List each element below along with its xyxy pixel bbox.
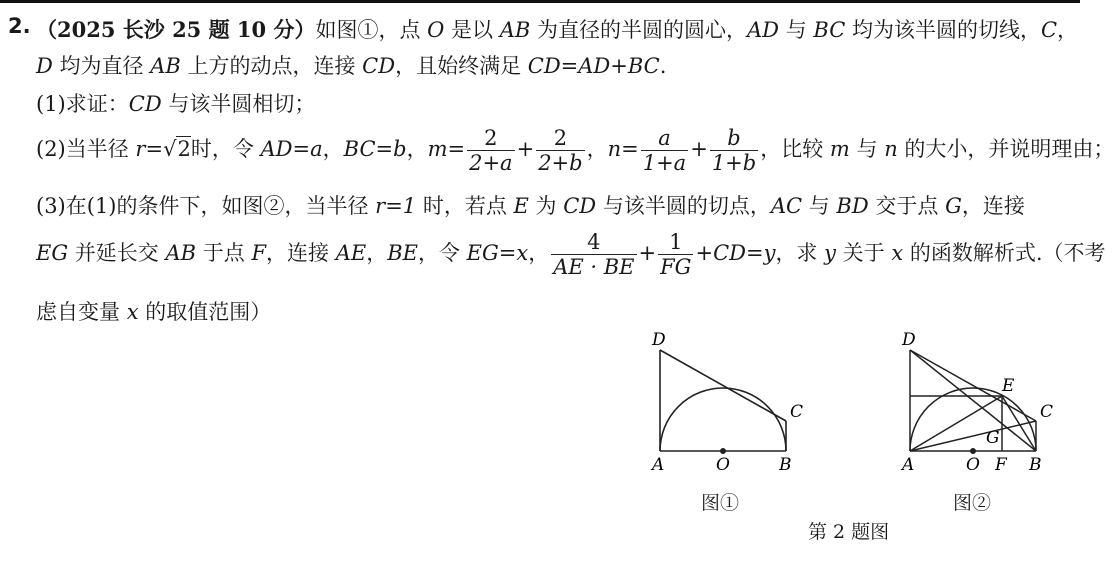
part-3-text: ，令 (417, 241, 467, 266)
point-d: D (36, 54, 53, 78)
stem-text: 均为该半圆的切线， (845, 18, 1041, 42)
part-3-text: 为 (528, 194, 564, 218)
segment-bd: BD (836, 194, 869, 218)
point-o: O (427, 18, 445, 42)
variable-n: n (884, 137, 898, 162)
part-3-text: ，连接 (961, 194, 1025, 218)
part-3-text: 关于 (836, 241, 892, 266)
fraction-2-over-2b (536, 126, 584, 175)
condition-equation: CD=AD+BC (527, 54, 660, 78)
segment-ab: AB (499, 18, 531, 42)
point-e: E (513, 194, 529, 218)
fig1-segment-dc (660, 350, 786, 421)
fraction-denominator: 1+b (711, 151, 757, 176)
sqrt-radicand: 2 (177, 137, 191, 162)
part-1-prefix: (1)求证： (36, 92, 129, 116)
radius-expression: r=1 (375, 194, 417, 218)
variable-y: y (824, 241, 836, 266)
part-1 (36, 88, 315, 118)
fraction-denominator: 2+b (538, 151, 583, 176)
part-3-text: 的取值范围） (138, 300, 272, 324)
variable-x: x (891, 241, 904, 266)
fig1-label-d: D (652, 330, 666, 350)
eg-equals-x: EG=x (466, 241, 529, 266)
fraction-numerator: 1 (658, 230, 693, 255)
segment-eg: EG (36, 241, 69, 266)
fig2-label-f: F (995, 455, 1007, 475)
question-stem-line-2 (36, 50, 666, 80)
part-3-text: 并延长交 (68, 241, 166, 266)
part-2-text: ，比较 (760, 137, 830, 162)
ad-equals-a: AD=a (260, 137, 323, 162)
part-3-text: 虑自变量 (36, 300, 127, 324)
fraction-a-over-1a (641, 126, 688, 175)
radius-expression: r= (135, 137, 164, 162)
part-1-text: 与该半圆相切； (161, 92, 316, 116)
fig2-segment-be (1002, 396, 1036, 451)
fraction-numerator: 2 (536, 126, 584, 151)
stem-text: 是以 (444, 18, 500, 42)
segment-ac: AC (770, 194, 803, 218)
n-equals: n= (607, 137, 639, 162)
fig2-label-e: E (1002, 376, 1015, 396)
fraction-denominator: 2+a (469, 151, 513, 176)
fig1-label-o: O (716, 455, 730, 475)
fraction-1-over-fg (658, 230, 693, 279)
fraction-denominator: FG (660, 255, 692, 280)
fraction-2-over-2a (467, 126, 514, 175)
segment-be: BE (387, 241, 418, 266)
fraction-denominator: 1+a (642, 151, 687, 176)
part-3-line-1 (36, 190, 1025, 220)
fig2-label-b: B (1029, 455, 1042, 475)
figure-group-caption: 第 2 题图 (808, 521, 890, 543)
fig2-label-a: A (902, 455, 915, 475)
stem-text: 上方的动点，连接 (180, 54, 363, 78)
fig2-segment-dc (910, 350, 1036, 421)
fraction-numerator: 2 (467, 126, 514, 151)
variable-x: x (126, 300, 139, 324)
question-stem-line-1 (36, 14, 1078, 44)
fig2-label-d: D (902, 330, 916, 350)
stem-text: 与 (779, 18, 814, 42)
fraction-4-over-ae-be (551, 230, 636, 279)
point-g: G (945, 194, 962, 218)
fig2-label-o: O (966, 455, 980, 475)
fig1-center-dot (720, 448, 726, 454)
variable-m: m (829, 137, 850, 162)
segment-ab: AB (150, 54, 181, 78)
stem-text: 为直径的半圆的圆心， (530, 18, 748, 42)
segment-bc: BC (813, 18, 846, 42)
part-2-text: 时，令 (190, 137, 261, 162)
part-3-text: 于点 (196, 241, 252, 266)
part-3-text: (3)在(1)的条件下，如图②，当半径 (36, 194, 376, 218)
point-f: F (251, 241, 267, 266)
plus-sign: + (638, 241, 657, 266)
part-3-line-2 (36, 230, 1106, 279)
stem-text: ， (1057, 18, 1079, 42)
separator: ， (586, 137, 608, 162)
figure-2-caption: 图② (953, 492, 992, 514)
part-3-text: 与该半圆的切点， (596, 194, 771, 218)
top-border (0, 0, 1080, 3)
separator: ， (322, 137, 344, 162)
figure-1 (640, 325, 830, 485)
segment-ad: AD (747, 18, 780, 42)
fig1-label-a: A (652, 455, 665, 475)
m-equals: m= (427, 137, 466, 162)
stem-text: 均为直径 (52, 54, 151, 78)
part-2-text: 与 (849, 137, 885, 162)
cd-equals-y: +CD=y (695, 241, 776, 266)
separator: ， (406, 137, 428, 162)
plus-sign: + (516, 137, 535, 162)
part-3-text: 交于点 (868, 194, 946, 218)
figure-2 (890, 325, 1070, 485)
fig1-label-b: B (779, 455, 792, 475)
question-number: 2. (8, 14, 31, 38)
part-2-text: 的大小，并说明理由； (897, 137, 1114, 162)
sqrt-expression: √2 (163, 137, 191, 162)
segment-ab: AB (165, 241, 197, 266)
separator: ， (528, 241, 550, 266)
segment-cd: CD (362, 54, 396, 78)
segment-cd: CD (563, 194, 597, 218)
question-source: （2025 长沙 25 题 10 分） (36, 17, 316, 42)
fig1-label-c: C (790, 402, 804, 422)
separator: ， (366, 241, 388, 266)
part-2 (36, 126, 1114, 175)
segment-cd: CD (128, 92, 162, 116)
fraction-numerator: 4 (551, 230, 636, 255)
fraction-numerator: b (710, 126, 758, 151)
plus-sign: + (690, 137, 708, 162)
part-3-text: ，求 (775, 241, 825, 266)
stem-text: ，且始终满足 (395, 54, 528, 78)
stem-text: . (659, 54, 667, 78)
figure-1-caption: 图① (701, 492, 740, 514)
bc-equals-b: BC=b (343, 137, 407, 162)
fraction-denominator: AE · BE (553, 255, 635, 280)
point-c: C (1040, 18, 1058, 42)
part-3-text: ，连接 (266, 241, 336, 266)
fig1-semicircle (660, 388, 786, 451)
part-3-line-3 (36, 296, 271, 326)
fraction-b-over-1b (710, 126, 758, 175)
fig2-label-g: G (986, 428, 1000, 448)
part-3-text: 的函数解析式.（不考 (903, 241, 1106, 266)
fraction-numerator: a (641, 126, 688, 151)
part-2-prefix: (2)当半径 (36, 137, 136, 162)
fig2-center-dot (970, 448, 976, 454)
segment-ae: AE (335, 241, 367, 266)
stem-text: 如图①，点 (315, 18, 428, 42)
part-3-text: 时，若点 (416, 194, 514, 218)
part-3-text: 与 (802, 194, 837, 218)
fig2-label-c: C (1040, 402, 1054, 422)
